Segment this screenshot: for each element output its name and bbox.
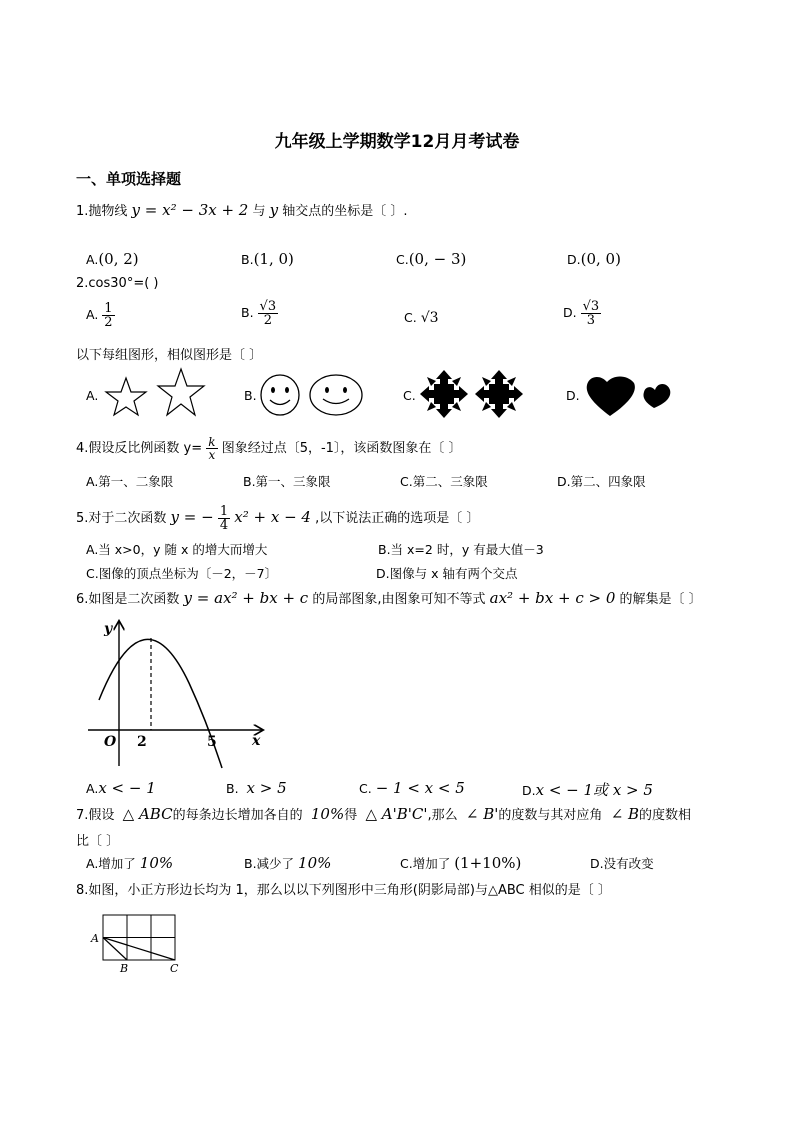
option-value: x < − 1或 x > 5 xyxy=(535,781,653,799)
option-label: A. xyxy=(86,252,99,267)
q7-text: 的每条边长增加各自的 xyxy=(172,808,303,823)
q3-option-d-label[interactable]: D. xyxy=(566,388,580,403)
triangle-abc xyxy=(103,938,175,961)
fraction xyxy=(102,302,114,329)
denominator: 2 xyxy=(104,315,113,330)
option-value: (0, 2) xyxy=(98,250,139,268)
q4-option-d[interactable]: D.第二、四象限 xyxy=(557,474,646,489)
q3-arrow-cross-figure xyxy=(420,370,525,420)
numerator: √3 xyxy=(582,299,600,314)
q3-option-c-label[interactable]: C. xyxy=(403,388,416,403)
option-value: (0, 0) xyxy=(580,250,621,268)
q5-option-b[interactable]: B.当 x=2 时，y 有最大值－3 xyxy=(378,542,544,557)
q1-axis: y xyxy=(269,201,279,219)
denominator: 2 xyxy=(263,313,272,328)
q2-option-a[interactable] xyxy=(86,302,115,329)
q5-formula-b: x² + x − 4 xyxy=(234,508,311,526)
option-label: C. xyxy=(404,310,417,325)
q7-text: 的度数与其对应角 xyxy=(498,808,603,823)
numerator: 1 xyxy=(219,504,229,519)
q7-triangle-abc: △ ABC xyxy=(122,805,173,823)
q4-prefix: 4.假设反比例函数 y= xyxy=(76,441,203,456)
point-c-label: C xyxy=(170,962,179,975)
option-label: C.增加了 xyxy=(400,856,451,871)
numerator: k xyxy=(208,435,216,449)
option-value: (1+10%) xyxy=(454,854,522,872)
q8-grid-figure xyxy=(88,912,188,976)
point-b-label: B xyxy=(120,962,129,975)
four-arrow-icon xyxy=(475,370,523,418)
q5-fraction xyxy=(218,505,230,532)
heart-small-icon xyxy=(643,384,670,408)
q3-smiley-figure xyxy=(258,372,368,418)
q6-option-a[interactable] xyxy=(86,779,156,797)
q7-text: 的度数相 xyxy=(639,808,692,823)
x-axis-label: x xyxy=(252,733,261,749)
q1-formula: y = x² − 3x + 2 xyxy=(131,201,249,219)
denominator: 3 xyxy=(586,313,596,328)
option-label: B. xyxy=(226,781,239,796)
grid-lines xyxy=(103,915,175,960)
option-label: A. xyxy=(86,307,99,322)
q1-option-d[interactable] xyxy=(567,250,621,268)
q7-angle-b: ∠ B xyxy=(610,805,640,823)
q5-prefix: 5.对于二次函数 xyxy=(76,511,167,526)
question-6 xyxy=(76,588,702,607)
option-label: B.减少了 xyxy=(244,856,295,871)
q2-option-d[interactable] xyxy=(563,300,601,327)
q6-option-c[interactable] xyxy=(359,779,465,797)
option-value: x > 5 xyxy=(246,779,287,797)
q6-prefix: 6.如图是二次函数 xyxy=(76,592,180,607)
q5-suffix: ,以下说法正确的选项是〔 〕 xyxy=(315,511,480,526)
option-label: B. xyxy=(241,252,254,267)
option-value: 10% xyxy=(298,854,332,872)
question-8: 8.如图，小正方形边长均为 1，那么以以下列图形中三角形(阴影局部)与△ABC 相似的是〔 〕 xyxy=(76,883,611,898)
q3-option-b-label[interactable]: B. xyxy=(244,388,257,403)
question-1 xyxy=(76,200,408,219)
star-large-icon xyxy=(158,369,204,415)
q1-option-c[interactable] xyxy=(396,250,466,268)
q7-angle-b-prime: ∠ B' xyxy=(465,805,499,823)
point-a-label: A xyxy=(91,932,99,945)
sqrt-value: √3 xyxy=(420,310,439,326)
q6-parabola-graph xyxy=(86,618,276,778)
four-arrow-icon xyxy=(420,370,468,418)
option-value: 10% xyxy=(139,854,174,872)
q4-option-b[interactable]: B.第一、三象限 xyxy=(243,474,331,489)
question-4 xyxy=(76,436,462,461)
q1-option-a[interactable] xyxy=(86,250,139,268)
denominator: 4 xyxy=(219,518,229,533)
q7-triangle-abc-prime: △ A'B'C' xyxy=(365,805,428,823)
q4-option-a[interactable]: A.第一、二象限 xyxy=(86,474,174,489)
q3-stars-figure xyxy=(100,368,210,420)
q4-fraction xyxy=(206,436,217,461)
q7-option-b[interactable] xyxy=(244,854,331,872)
q3-hearts-figure xyxy=(584,372,674,418)
smiley-small-icon xyxy=(261,375,299,415)
q4-option-c[interactable]: C.第二、三象限 xyxy=(400,474,488,489)
q1-option-b[interactable] xyxy=(241,250,294,268)
tick-label-2: 2 xyxy=(137,734,147,750)
q7-percent: 10% xyxy=(310,805,345,823)
smiley-large-icon xyxy=(310,375,362,415)
q6-formula: y = ax² + bx + c xyxy=(183,589,309,607)
question-7-line-1 xyxy=(76,804,691,823)
q1-mid: 与 xyxy=(252,204,266,219)
denominator: x xyxy=(208,448,216,462)
option-label: C. xyxy=(396,252,409,267)
question-7-line-2: 比〔 〕 xyxy=(76,834,120,849)
tick-label-5: 5 xyxy=(207,734,217,750)
fraction xyxy=(258,300,279,327)
q5-option-d[interactable]: D.图像与 x 轴有两个交点 xyxy=(376,566,518,581)
option-value: x < − 1 xyxy=(98,779,156,797)
q7-text: ,那么 xyxy=(427,808,458,823)
numerator: 1 xyxy=(104,301,113,316)
q7-option-a[interactable] xyxy=(86,854,173,872)
option-label: A.增加了 xyxy=(86,856,136,871)
option-label: D. xyxy=(563,305,577,320)
y-axis-label: y xyxy=(104,621,113,637)
option-label: C. xyxy=(359,781,372,796)
q7-text: 得 xyxy=(344,808,358,823)
option-label: D. xyxy=(567,252,581,267)
question-2: 2.cos30°=( ) xyxy=(76,276,159,291)
q6-mid: 的局部图象,由图象可知不等式 xyxy=(312,592,486,607)
fraction xyxy=(581,300,602,327)
option-label: B. xyxy=(241,305,254,320)
q2-option-c[interactable] xyxy=(404,310,439,326)
option-value: − 1 < x < 5 xyxy=(375,779,465,797)
option-label: D. xyxy=(522,783,536,798)
q7-option-c[interactable] xyxy=(400,854,521,872)
q4-suffix: 图象经过点〔5，-1〕，该函数图象在〔 〕 xyxy=(221,441,462,456)
question-3: 以下每组图形，相似图形是〔 〕 xyxy=(76,348,263,363)
q5-formula-a: y = − xyxy=(170,508,214,526)
parabola-curve xyxy=(99,639,222,768)
q5-option-a[interactable]: A.当 x>0，y 随 x 的增大而增大 xyxy=(86,542,268,557)
option-value: (1, 0) xyxy=(253,250,294,268)
star-small-icon xyxy=(106,378,146,415)
q7-text: 7.假设 xyxy=(76,808,115,823)
origin-label: O xyxy=(104,734,117,750)
q3-option-a-label[interactable]: A. xyxy=(86,388,99,403)
q1-prefix: 1.抛物线 xyxy=(76,204,128,219)
option-label: A. xyxy=(86,781,99,796)
q6-option-d[interactable] xyxy=(522,779,653,800)
q7-option-d[interactable]: D.没有改变 xyxy=(590,856,654,871)
option-value: (0, − 3) xyxy=(408,250,467,268)
q5-option-c[interactable]: C.图像的顶点坐标为〔－2，－7〕 xyxy=(86,566,278,581)
numerator: √3 xyxy=(259,299,277,314)
q6-inequality: ax² + bx + c > 0 xyxy=(489,589,616,607)
q1-suffix: 轴交点的坐标是〔 〕. xyxy=(282,204,408,219)
heart-large-icon xyxy=(587,376,635,416)
section-heading: 一、单项选择题 xyxy=(76,170,182,188)
q6-suffix: 的解集是〔 〕 xyxy=(619,592,702,607)
page-title: 九年级上学期数学12月月考试卷 xyxy=(274,132,520,152)
question-5 xyxy=(76,505,479,532)
q6-option-b[interactable] xyxy=(226,779,287,797)
q2-option-b[interactable] xyxy=(241,300,278,327)
